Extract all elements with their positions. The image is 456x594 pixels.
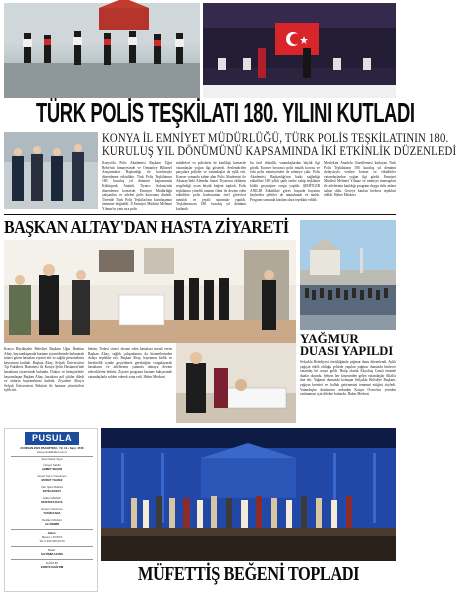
pusula-line-8: MUSTAFA KAYA <box>41 500 63 504</box>
pusula-rule-2 <box>11 529 93 530</box>
article1-col-4: Meslekini Anadolu Güzellemesi kutlayan Türk Polis Teşkilatının 180. kuruluş yıl dönümü dolayısıyla verilen konser ve etkinlikler vatandaşlardan yoğun ilgi gördü. Emniyet Müdürü Mehmet Yılmaz ve emniyet mensupları ile ailelerinin katıldığı program duygu dolu anlara sahne oldu. Geceye katılan herkese teşekkür edildi. Haber Merkezi <box>324 161 396 198</box>
pusula-line-7: Haber Müdürü <box>43 496 61 500</box>
article2-col-1: Konya Büyükşehir Belediye Başkanı Uğur İbrahim Altay, bayramlaşmada hastane ziyaretlerinde bulunarak tedavi gören hastaları ziyaret etti ve sağlık personelinin bayramını kutladı. Başkan Altay, Selçuk Üniversitesi Tıp Fakültesi Hastanesi ile Konya Şehir Hastanesi'nde hastaların ziyaretinde bulundu. Doktor ve hemşirelerle bayramlaşan Başkan Altay, hastalara acil şifalar diledi ve onların bayramlarını kutladı. Ziyarette Altay'a Selçuk Üniversitesi Rektörü ile hastane yöneticileri eşlik etti. <box>4 347 84 393</box>
pusula-line-3: Genel Yayın Yönetmeni <box>37 474 67 478</box>
pusula-logo: PUSULA <box>25 432 79 445</box>
pusula-line-14: Meram / KONYA <box>41 535 63 539</box>
pusula-line-19: KONYA DAĞITIM <box>40 565 64 569</box>
pusula-line-6: FATİH AKSOY <box>42 489 62 493</box>
photo-hospital-visit <box>4 240 296 343</box>
headline-rain-line-1: YAĞMUR <box>300 331 359 346</box>
masthead-box <box>4 428 98 592</box>
article1-col-2: müdürleri ve polislerin de katıldığı konserde vatandaşlar yoğun ilgi gösterdi. Seslendirilen parçalara polisler ve vatandaşlar da eşlik etti. Konser sonunda sahne alan Polis Akademisi ile Aksaray'daki Alemdar Sanat Tiyatrosu ekibinin sergilediği oyun büyük beğeni topladı. Polis teşkilatına yönelik tanıtım filmi ile devam eden etkinlikte polis kadrosunun özel görevleri tanıtıldı ve çeşitli sunumlar yapıldı. Teşkilatımızın 180. kuruluş yıl dönümü kutlandı. <box>176 161 246 211</box>
headline-rain-prayer <box>300 332 396 358</box>
photo-concert-stage <box>203 3 396 98</box>
headline-altay-visit: BAŞKAN ALTAY'DAN HASTA ZİYARETİ <box>4 217 289 238</box>
headline-police-anniversary: TÜRK POLİS TEŞKİLATI 180. YILINI KUTLADI <box>36 96 415 128</box>
pusula-line-2: AHMET SEÇER <box>41 467 63 471</box>
subhead-police-events <box>102 131 456 158</box>
pusula-line-4: MURAT YILMAZ <box>41 478 63 482</box>
article3-text: Selçuklu Belediyesi öncülüğünde yağmur duası düzenlendi. Aylık yağışın etkili olduğu şehirde yapılan yağmur duasında binlerce vatandaş bir araya geldi. Hatip olarak Akyokuş Camii önünde dualar okundu. Şehrin her köşesinden gelen vatandaşlar Allah'a dua etti. Yağmur duasında konuşan Selçuklu Belediye Başkanı, yağışın bereket ve bolluk getirmesini temenni ettiğini söyledi. Vatandaşlar dualarının ardından Konya Ovası'nın yeniden canlanması için dilekte bulundu. Haber Merkezi <box>300 360 396 397</box>
pusula-line-1: İmtiyaz Sahibi <box>43 463 61 467</box>
pusula-line-18: DAĞITIM <box>46 561 58 565</box>
pusula-line-17: İLETİŞİM AJANS <box>41 552 63 556</box>
pusula-line-13: Adres: <box>47 531 57 535</box>
pusula-line-5: Yazı İşleri Müdürü <box>40 485 64 489</box>
pusula-line-0: Yerel Süreli Yayın <box>41 457 63 461</box>
article2-col-2: hekim. Tedavi süreci devam eden hastalara moral veren Başkan Altay, sağlık çalışanlarına da hizmetlerinden dolayı teşekkür etti. Başkan Altay, bayramın birlik ve beraberlik içinde geçirilmesi gerektiğini vurgulayarak hastaların ve ailelerinin yanında olmaya devam edeceklerini belirtti. Ziyaret programı hastane bahçesinde vatandaşlarla sohbet ederek sona erdi. Haber Merkezi <box>88 347 172 379</box>
pusula-line-15: Tel: 0 332 000 00 00 <box>39 539 65 543</box>
subhead-line-1: KONYA İL EMNİYET MÜDÜRLÜĞÜ, TÜRK POLİS TEŞKİLATININ 180. <box>102 131 449 145</box>
photo-police-officers <box>4 132 98 209</box>
pusula-line-11: Reklam Müdürü <box>42 518 62 522</box>
article1-col-3: bu özel etkinlik, vatandaşlardan büyük ilgi gördü. Konser boyunca polis müzik korosu ve eski polis müzisyenleri de sahneye çıktı. Polis Akademisi Başkanlığı'nın katkı sağladığı etkinlikte 180 yıllık şanlı tarihe sahip teşkilatın köklü geçmişine vurgu yapıldı. ŞEHİTLER ANILDI Etkinlikte görev başında hayatını kaybeden şehitler de unutulmadı ve anıldı. Program sonunda katılımcılara teşekkür edildi. <box>250 161 320 202</box>
pusula-web: www.pusulahaber.com.tr <box>36 450 68 454</box>
section-divider <box>4 214 396 215</box>
pusula-rule-3 <box>11 546 93 547</box>
pusula-line-9: Görsel Yönetmen <box>41 507 63 511</box>
headline-inspector: MÜFETTİŞ BEĞENİ TOPLADI <box>137 563 360 586</box>
pusula-line-12: ALİ DEMİR <box>44 522 60 526</box>
photo-police-parade <box>4 3 200 98</box>
photo-rain-prayer <box>300 220 396 330</box>
photo-patient-bedside <box>176 343 296 423</box>
subhead-line-2: KURULUŞ YIL DÖNÜMÜNÜ KAPSAMINDA İKİ ETKİNLİK DÜZENLEDİ <box>102 144 456 158</box>
photo-theater-play <box>101 428 396 561</box>
headline-rain-line-2: DUASI YAPILDI <box>300 344 394 358</box>
pusula-line-16: Baskı: <box>48 548 56 552</box>
pusula-rule-4 <box>11 559 93 560</box>
pusula-line-10: YASİN KARA <box>43 511 61 515</box>
article1-col-1: Konya'da Polis Akademisi Başkanı Uğur Bebe'nin himayesinde ve Ormaniye Bilimsel Araştırmalar Başkanlığı ile katılımıyla düzenlenen etkinlikte, Türk Polis Teşkilatının 180. kuruluş yıl dönümü kapsamında Kültürpark Atatürk Tiyatro Salonu'nda düzenlenen konserde, Emniyet Müdürlüğü çalışanları ve aileleri polis korosunu dinledi. Törende Türk Polis Teşkilatı'nın kuruluşunun önemine değinildi. İl Emniyet Müdürü Mehmet Yılmaz'ın yanı sıra polis <box>102 161 172 211</box>
pusula-date: 23 NİSAN 2024 PAZARTESİ • Yıl: 14 • Sayı: 4730 <box>20 446 84 450</box>
